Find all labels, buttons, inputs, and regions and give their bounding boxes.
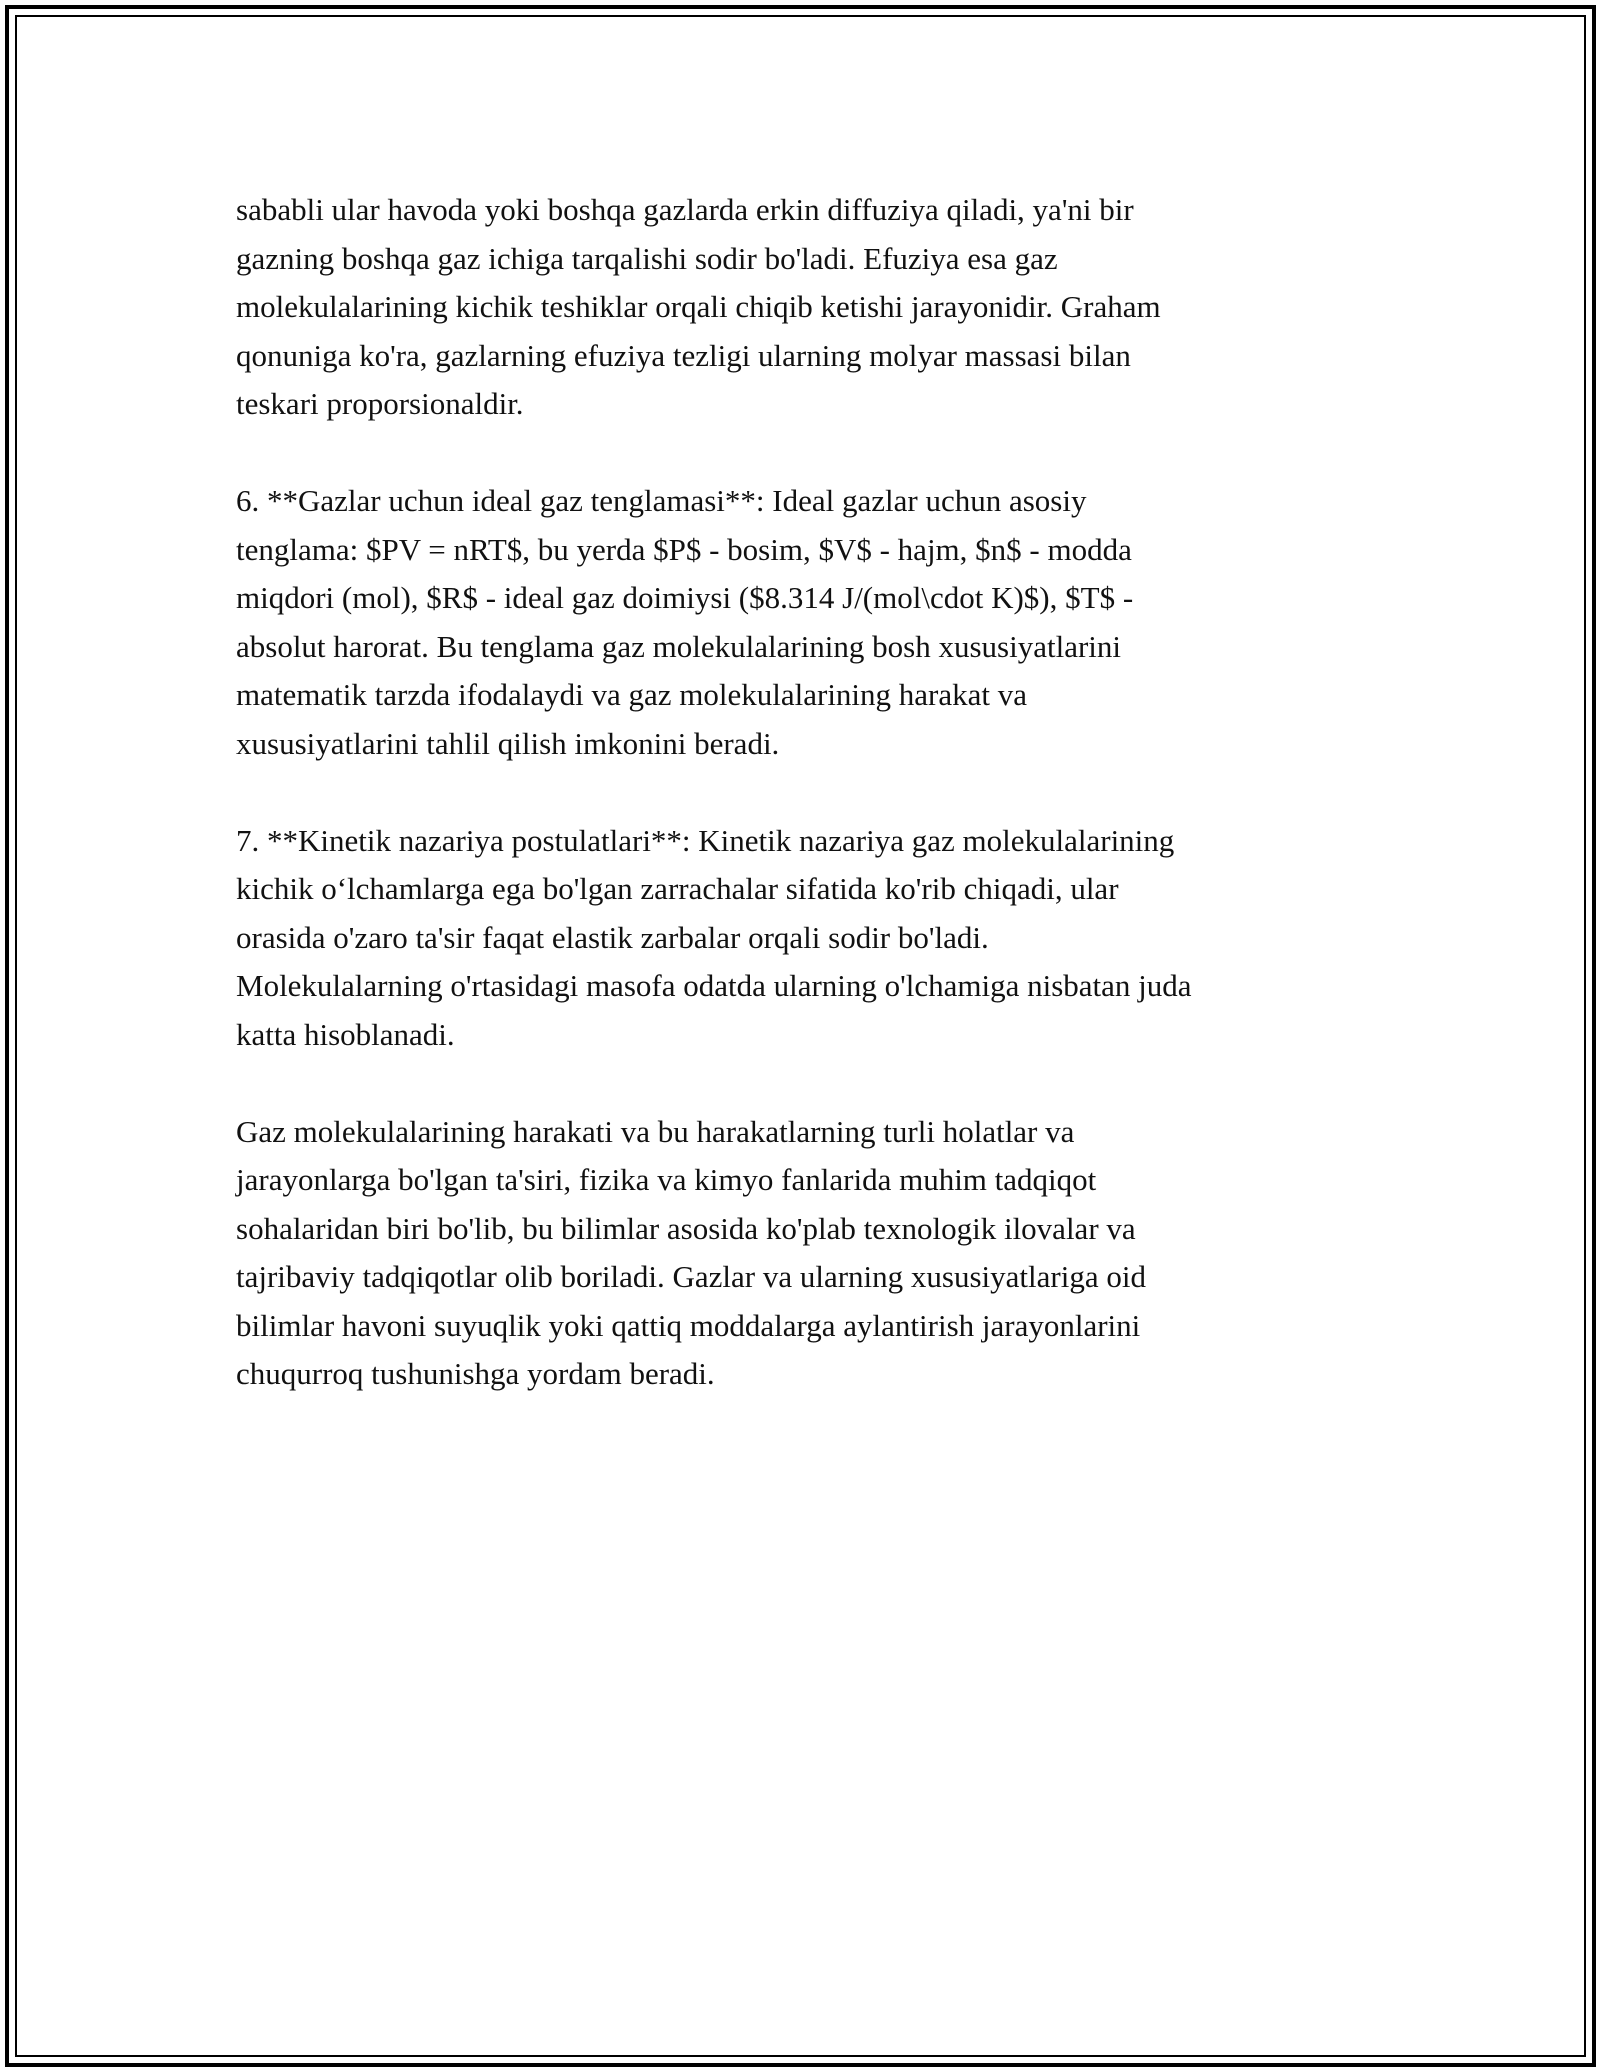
paragraph-diffusion-effusion: sababli ular havoda yoki boshqa gazlarda erkin diffuziya qiladi, ya'ni bir gazning boshqa gaz ichiga tarqalishi sodir bo'ladi. Efuziya esa gaz molekulalarining kichik teshiklar orqali chiqib ketishi jarayonidir. Graham qonuniga ko'ra, gazlarning efuziya tezligi ularning molyar massasi bilan teskari proporsionaldir. xyxy=(236,192,1161,421)
paragraph-conclusion: Gaz molekulalarining harakati va bu harakatlarning turli holatlar va jarayonlarga bo'lgan ta'siri, fizika va kimyo fanlarida muhim tadqiqot sohalaridan biri bo'lib, bu bilimlar asosida ko'plab texnologik ilovalar va tajribaviy tadqiqotlar olib boriladi. Gazlar va ularning xususiyatlariga oid bilimlar havoni suyuqlik yoki qattiq moddalarga aylantirish jarayonlarini chuqurroq tushunishga yordam beradi. xyxy=(236,1113,1146,1391)
paragraph-kinetic-theory: 7. **Kinetik nazariya postulatlari**: Kinetik nazariya gaz molekulalarining kichik o‘lchamlarga ega bo'lgan zarrachalar sifatida ko'rib chiqadi, ular orasida o'zaro ta'sir faqat elastik zarbalar orqali sodir bo'ladi. Molekulalarning o'rtasidagi masofa odatda ularning o'lchamiga nisbatan juda katta hisoblanadi. xyxy=(236,822,1192,1052)
document-body xyxy=(236,186,1386,1447)
paragraph-ideal-gas-equation: 6. **Gazlar uchun ideal gaz tenglamasi**: Ideal gazlar uchun asosiy tenglama: $PV = nRT$, bu yerda $P$ - bosim, $V$ - hajm, $n$ - modda miqdori (mol), $R$ - ideal gaz doimiysi ($8.314 J/(mol\cdot K)$), $T$ - absolut harorat. Bu tenglama gaz molekulalarining bosh xususiyatlarini matematik tarzda ifodalaydi va gaz molekulalarining harakat va xususiyatlarini tahlil qilish imkonini beradi. xyxy=(236,483,1134,761)
